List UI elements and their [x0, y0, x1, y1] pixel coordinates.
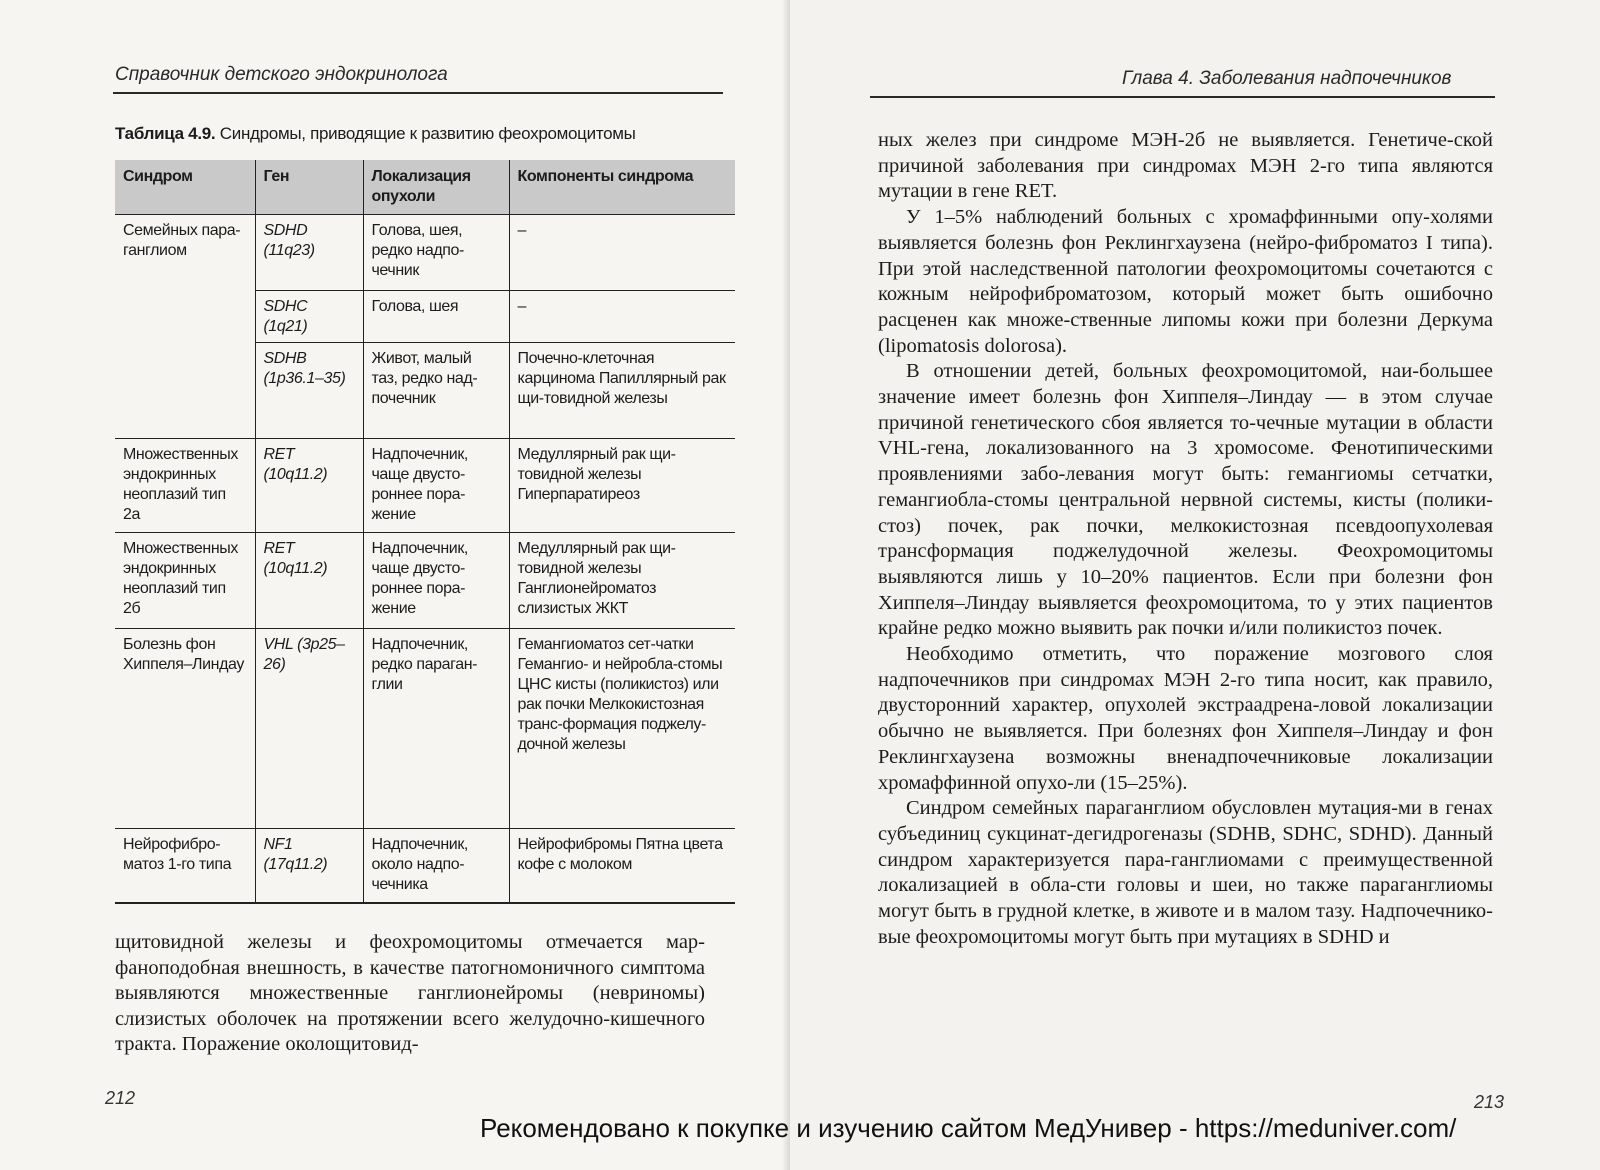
location-cell: Живот, малый таз, редко над-почечник [363, 343, 509, 439]
table-caption-text: Синдромы, приводящие к развитию феохромоцитомы [215, 124, 636, 143]
header-rule-left [113, 92, 723, 94]
table-row [115, 533, 735, 629]
running-head-right: Глава 4. Заболевания надпочечников [1122, 68, 1452, 89]
body-text-right [878, 128, 1493, 951]
gene-cell: SDHC (1q21) [255, 291, 363, 343]
table-header-cell: Локализация опухоли [363, 160, 509, 215]
watermark-link[interactable]: Рекомендовано к покупке и изучению сайтом МедУнивер - https://meduniver.com/ [480, 1113, 1457, 1143]
paragraph: У 1–5% наблюдений больных с хромаффинными опу-холями выявляется болезнь фон Реклингхаузена (нейро-фиброматоз I типа). При этой наследственной патологии феохромоцитомы сочетаются с кожным нейрофиброматозом, который может быть ошибочно расценен как множе-ственные липомы кожи при болезни Деркума (lipomatosis dolorosa). [878, 206, 1493, 357]
syndrome-cell: Множественных эндокринных неоплазий тип 2б [115, 533, 255, 629]
body-text-left: щитовидной железы и феохромоцитомы отмечается мар-фаноподобная внешность, в качестве патогномоничного симптома выявляются множественные ганглионейромы (невриномы) слизистых оболочек на протяжении всего желудочно-кишечного тракта. Поражение околощитовид- [115, 931, 705, 1055]
gene-cell: SDHD (11q23) [255, 215, 363, 291]
components-cell: Медуллярный рак щи-товидной железы Гиперпаратиреоз [509, 439, 735, 533]
table-row [115, 215, 735, 291]
syndrome-cell: Болезнь фон Хиппеля–Линдау [115, 629, 255, 829]
components-cell: – [509, 291, 735, 343]
location-cell: Надпочечник, чаще двусто-роннее пора-жение [363, 439, 509, 533]
paragraph: Синдром семейных параганглиом обусловлен мутация-ми в генах субъединиц сукцинат-дегидрогеназы (SDHB, SDHC, SDHD). Данный синдром характеризуется пара-ганглиомами с преимущественной локализацией в обла-сти головы и шеи, но также параганглиомы могут быть в грудной клетке, в животе и в малом тазу. Надпочечнико-вые феохромоцитомы могут быть при мутациях в SDHD и [878, 797, 1493, 948]
location-cell: Голова, шея, редко надпо-чечник [363, 215, 509, 291]
location-cell: Надпочечник, чаще двусто-роннее пора-жение [363, 533, 509, 629]
table-header-cell: Синдром [115, 160, 255, 215]
running-head-left: Справочник детского эндокринолога [115, 64, 448, 85]
table-row [115, 629, 735, 829]
gene-cell: RET (10q11.2) [255, 533, 363, 629]
location-cell: Надпочечник, редко параган-глии [363, 629, 509, 829]
table-row [115, 829, 735, 903]
table-caption [115, 124, 636, 144]
table-header-cell: Компоненты синдрома [509, 160, 735, 215]
syndrome-cell: Множественных эндокринных неоплазий тип 2а [115, 439, 255, 533]
components-cell: Гемангиоматоз сет-чатки Гемангио- и нейробла-стомы ЦНС кисты (поликистоз) или рак почки Мелкокистозная транс-формация поджелу-дочной железы [509, 629, 735, 829]
paragraph: Необходимо отметить, что поражение мозгового слоя надпочечников при синдромах МЭН 2-го типа носит, как правило, двусторонний характер, опухолей экстраадрена-ловой локализации обычно не выявляется. При болезнях фон Хиппеля–Линдау и фон Реклингхаузена возможны вненадпочечниковые локализации хромаффинной опухо-ли (15–25%). [878, 643, 1493, 794]
syndromes-table [115, 160, 735, 904]
gene-cell: SDHB (1p36.1–35) [255, 343, 363, 439]
syndrome-cell: Семейных пара-ганглиом [115, 215, 255, 439]
components-cell: Почечно-клеточная карцинома Папиллярный рак щи-товидной железы [509, 343, 735, 439]
components-cell: Медуллярный рак щи-товидной железы Ганглионейроматоз слизистых ЖКТ [509, 533, 735, 629]
location-cell: Голова, шея [363, 291, 509, 343]
gene-cell: VHL (3p25–26) [255, 629, 363, 829]
components-cell: – [509, 215, 735, 291]
header-rule-right [870, 96, 1495, 98]
page-number-right: 213 [1474, 1092, 1505, 1112]
table-header-row [115, 160, 735, 215]
page-number-left: 212 [105, 1088, 136, 1108]
paragraph: В отношении детей, больных феохромоцитомой, наи-большее значение имеет болезнь фон Хиппеля–Линдау — в этом случае причиной генетического сбоя является то-чечные мутации в области VHL-гена, локализованного на 3 хромосоме. Фенотипическими проявлениями забо-левания могут быть: гемангиомы сетчатки, гемангиобла-стомы центральной нервной системы, кисты (полики-стоз) почек, рак почки, мелкокистозная псевдоопухолевая трансформация поджелудочной железы. Феохромоцитомы выявляются лишь у 10–20% пациентов. Если при болезни фон Хиппеля–Линдау выявляется феохромоцитома, то у этих пациентов крайне редко можно выявить рак почки и/или поликистоз почек. [878, 360, 1493, 640]
table-row [115, 439, 735, 533]
syndrome-cell: Нейрофибро-матоз 1-го типа [115, 829, 255, 903]
gene-cell: RET (10q11.2) [255, 439, 363, 533]
table-header-cell: Ген [255, 160, 363, 215]
table-caption-number: Таблица 4.9. [115, 124, 216, 143]
paragraph: ных желез при синдроме МЭН-2б не выявляется. Генетиче-ской причиной заболевания при синдромах МЭН 2-го типа являются мутации в гене RET. [878, 129, 1493, 203]
gene-cell: NF1 (17q11.2) [255, 829, 363, 903]
left-page [0, 0, 790, 1170]
location-cell: Надпочечник, около надпо-чечника [363, 829, 509, 903]
components-cell: Нейрофибромы Пятна цвета кофе с молоком [509, 829, 735, 903]
